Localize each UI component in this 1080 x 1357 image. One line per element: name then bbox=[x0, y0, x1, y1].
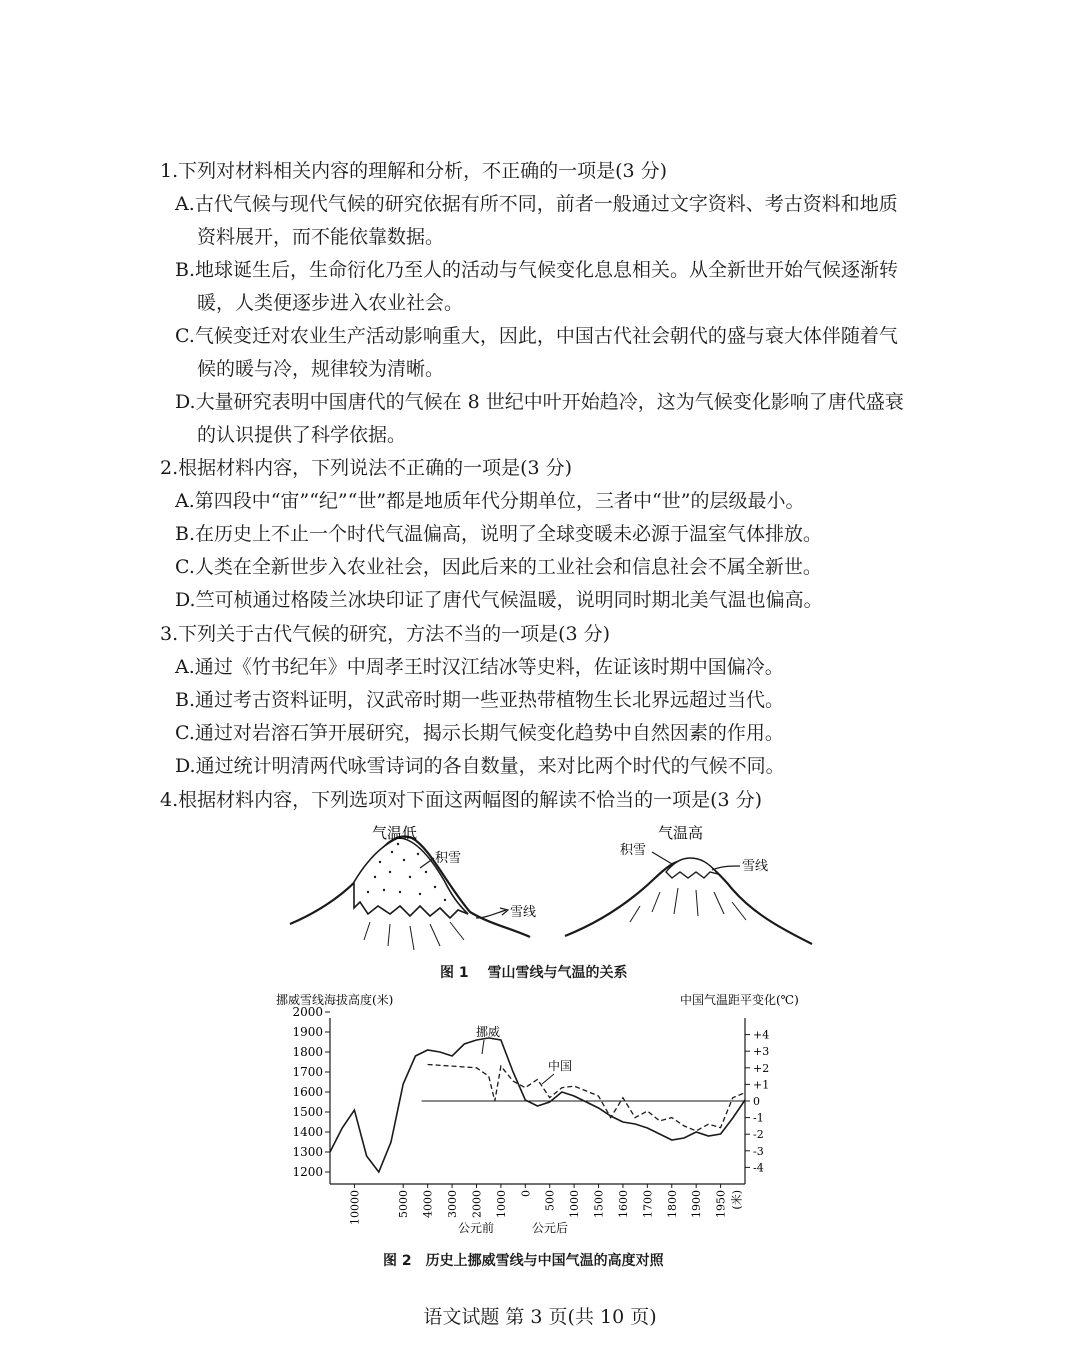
era-label-bc: 公元前 bbox=[458, 1221, 495, 1235]
x-tick-label: 1700 bbox=[641, 1190, 655, 1218]
option-line: B.地球诞生后，生命衍化乃至人的活动与气候变化息息相关。从全新世开始气候逐渐转 bbox=[175, 259, 899, 281]
question-3-option-a: A.通过《竹书纪年》中周孝王时汉江结冰等史料，佐证该时期中国偏冷。 bbox=[175, 656, 784, 678]
warm-snowline-label: 雪线 bbox=[742, 859, 769, 874]
right-axis-title: 中国气温距平变化(℃) bbox=[680, 993, 799, 1007]
right-ticks bbox=[745, 1029, 769, 1175]
left-tick-label: 1300 bbox=[292, 1145, 323, 1159]
x-tick-label: 1800 bbox=[665, 1190, 679, 1218]
cold-title: 气温低 bbox=[372, 824, 418, 842]
x-tick-label: 1600 bbox=[616, 1190, 630, 1218]
snow-cap-large bbox=[354, 838, 468, 918]
left-tick-label: 1800 bbox=[292, 1045, 323, 1059]
series-china-line bbox=[428, 1065, 745, 1131]
x-tick-label: 10000 bbox=[348, 1190, 362, 1225]
x-tick-label: 5000 bbox=[397, 1190, 411, 1218]
page-footer: 语文试题 第 3 页(共 10 页) bbox=[423, 1306, 657, 1328]
question-2-option-a: A.第四段中“宙”“纪”“世”都是地质年代分期单位，三者中“世”的层级最小。 bbox=[175, 490, 805, 512]
question-3-option-c: C.通过对岩溶石笋开展研究，揭示长期气候变化趋势中自然因素的作用。 bbox=[175, 722, 784, 744]
option-line: A.古代气候与现代气候的研究依据有所不同，前者一般通过文字资料、考古资料和地质 bbox=[175, 193, 898, 215]
x-tick-label: 4000 bbox=[421, 1190, 435, 1218]
question-2-option-c: C.人类在全新世步入农业社会，因此后来的工业社会和信息社会不属全新世。 bbox=[175, 556, 822, 578]
left-tick-label: 2000 bbox=[292, 1005, 323, 1019]
option-line: D.大量研究表明中国唐代的气候在 8 世纪中叶开始趋冷，这为气候变化影响了唐代盛衰 bbox=[175, 391, 904, 413]
option-line: C.气候变迁对农业生产活动影响重大，因此，中国古代社会朝代的盛与衰大体伴随着气 bbox=[175, 325, 898, 347]
question-1-option-c bbox=[175, 320, 925, 386]
series-label-norway: 挪威 bbox=[476, 1025, 501, 1039]
left-tick-label: 1700 bbox=[292, 1065, 323, 1079]
right-tick-label: -2 bbox=[753, 1128, 764, 1142]
era-label-ad: 公元后 bbox=[532, 1221, 569, 1235]
series-norway-line bbox=[330, 1038, 745, 1172]
question-2-option-b: B.在历史上不止一个时代气温偏高，说明了全球变暖未必源于温室气体排放。 bbox=[175, 523, 823, 545]
question-1-option-b bbox=[175, 254, 925, 320]
option-line-2: 的认识提供了科学依据。 bbox=[197, 424, 407, 446]
question-3-stem: 3.下列关于古代气候的研究，方法不当的一项是(3 分) bbox=[160, 623, 611, 645]
question-2-stem: 2.根据材料内容，下列说法不正确的一项是(3 分) bbox=[160, 457, 573, 479]
question-4-stem: 4.根据材料内容，下列选项对下面这两幅图的解读不恰当的一项是(3 分) bbox=[160, 789, 763, 811]
question-1-stem: 1.下列对材料相关内容的理解和分析，不正确的一项是(3 分) bbox=[160, 160, 668, 182]
x-ticks bbox=[348, 1184, 743, 1225]
figure-1-mountains bbox=[280, 822, 820, 982]
right-tick-label: +3 bbox=[753, 1045, 770, 1059]
warm-title: 气温高 bbox=[658, 824, 704, 842]
chart-axes bbox=[330, 1018, 745, 1184]
x-tick-label: 1000 bbox=[494, 1190, 508, 1218]
right-tick-label: 0 bbox=[753, 1095, 760, 1108]
question-3-option-b: B.通过考古资料证明，汉武帝时期一些亚热带植物生长北界远超过当代。 bbox=[175, 689, 785, 711]
series-label-china: 中国 bbox=[548, 1059, 573, 1073]
right-tick-label: -1 bbox=[753, 1111, 764, 1125]
figure-2-caption: 图 2 历史上挪威雪线与中国气温的高度对照 bbox=[383, 1253, 664, 1269]
left-ticks bbox=[292, 1005, 330, 1179]
left-axis-title: 挪威雪线海拔高度(米) bbox=[276, 993, 394, 1007]
left-tick-label: 1600 bbox=[292, 1085, 323, 1099]
x-tick-label: 1000 bbox=[568, 1190, 582, 1218]
snow-cap-small bbox=[666, 858, 718, 878]
question-1-option-a bbox=[175, 188, 925, 254]
option-line-2: 候的暖与冷，规律较为清晰。 bbox=[197, 358, 445, 380]
question-2-option-d: D.竺可桢通过格陵兰冰块印证了唐代气候温暖，说明同时期北美气温也偏高。 bbox=[175, 589, 823, 611]
left-tick-label: 1900 bbox=[292, 1025, 323, 1039]
right-tick-label: -4 bbox=[753, 1161, 764, 1175]
cold-snowline-label: 雪线 bbox=[510, 905, 537, 920]
warm-snow-label: 积雪 bbox=[620, 843, 647, 858]
x-tick-label: 1950 bbox=[714, 1190, 728, 1218]
figure-1-caption bbox=[440, 962, 628, 982]
figure-1-number: 图 1 bbox=[440, 965, 469, 981]
figure-2-chart bbox=[270, 988, 830, 1243]
cold-mountain bbox=[290, 824, 536, 950]
right-tick-label: +1 bbox=[753, 1078, 770, 1092]
x-tick-label: 1900 bbox=[690, 1190, 704, 1218]
slope-hatching bbox=[630, 888, 746, 922]
x-unit-label: (米) bbox=[730, 1190, 744, 1210]
slope-hatching bbox=[364, 922, 464, 950]
question-1-option-d bbox=[175, 386, 925, 452]
option-line-2: 资料展开，而不能依靠数据。 bbox=[197, 226, 445, 248]
x-tick-label: 3000 bbox=[446, 1190, 460, 1218]
left-tick-label: 1200 bbox=[292, 1165, 323, 1179]
warm-mountain bbox=[565, 824, 812, 944]
right-tick-label: +2 bbox=[753, 1061, 770, 1075]
x-tick-label: 2000 bbox=[470, 1190, 484, 1218]
cold-snow-label: 积雪 bbox=[435, 851, 462, 866]
figure-1-title: 雪山雪线与气温的关系 bbox=[487, 965, 628, 981]
left-tick-label: 1500 bbox=[292, 1105, 323, 1119]
right-tick-label: +4 bbox=[753, 1028, 770, 1042]
left-tick-label: 1400 bbox=[292, 1125, 323, 1139]
x-tick-label: 500 bbox=[543, 1190, 557, 1211]
question-3-option-d: D.通过统计明清两代咏雪诗词的各自数量，来对比两个时代的气候不同。 bbox=[175, 755, 785, 777]
option-line-2: 暖，人类便逐步进入农业社会。 bbox=[197, 292, 464, 314]
right-tick-label: -3 bbox=[753, 1144, 764, 1158]
x-tick-label: 0 bbox=[519, 1190, 533, 1197]
x-tick-label: 1500 bbox=[592, 1190, 606, 1218]
